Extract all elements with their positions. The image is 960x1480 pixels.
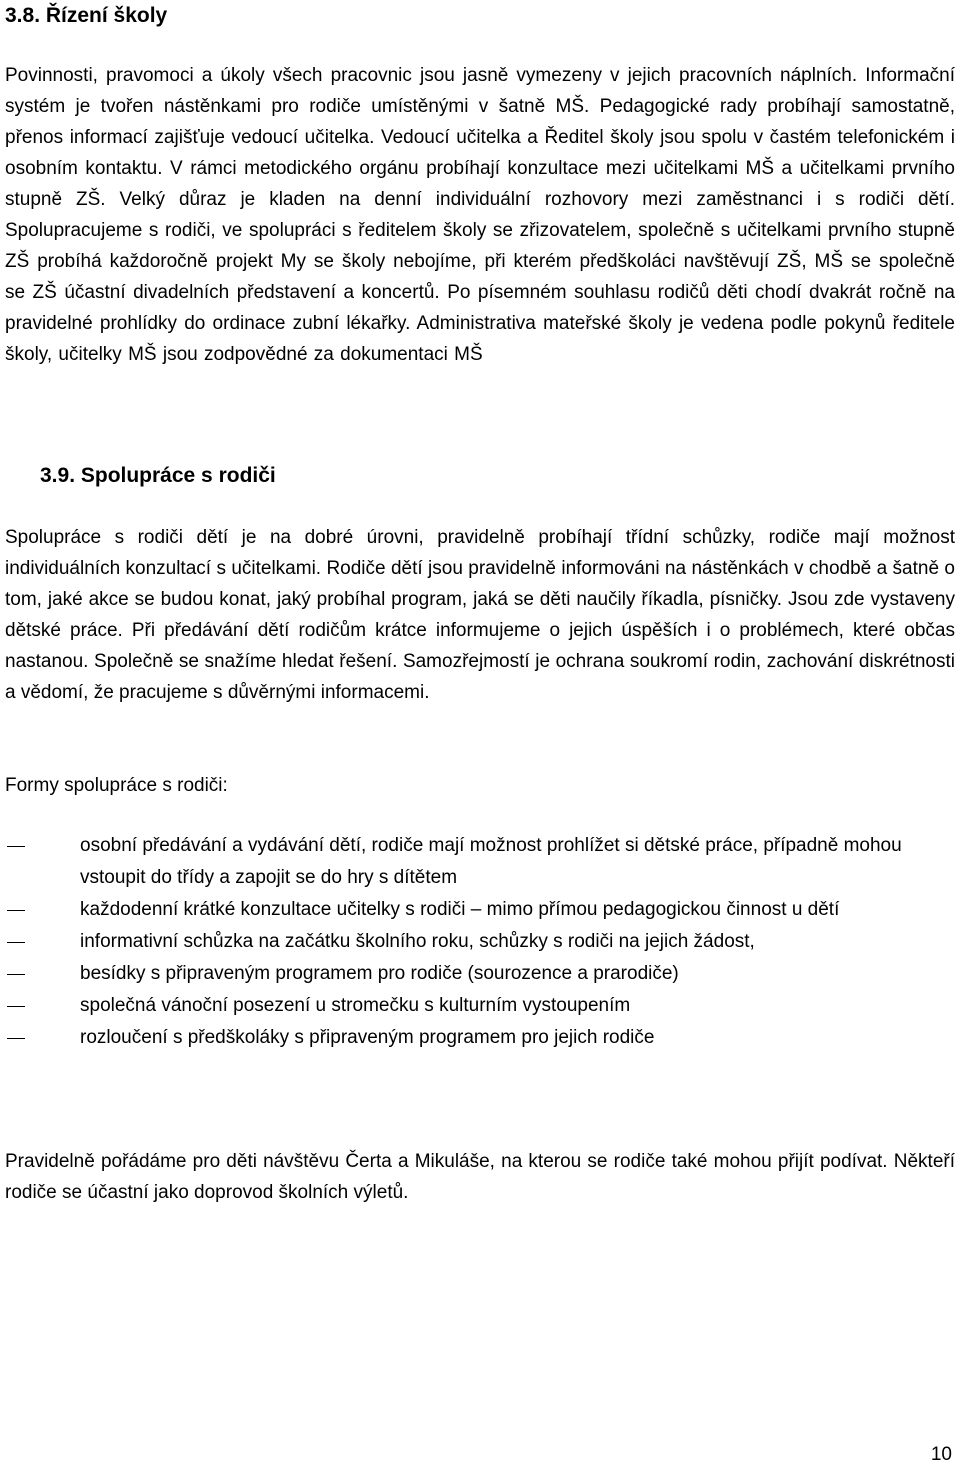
section-3-9-paragraph: Spolupráce s rodiči dětí je na dobré úrovni, pravidelně probíhají třídní schůzky, rodiče mají možnost individuálních konzultací s učitelkami. Rodiče dětí jsou pravidelně informováni na nástěnkách v chodbě a šatně o tom, jaké akce se budou konat, jaký probíhal program, jaká se děti naučily říkadla, písničky. Jsou zde vystaveny dětské práce. Při předávání dětí rodičům krátce informujeme o jejich úspěších i o problémech, které občas nastanou. Společně se snažíme hledat řešení. Samozřejmostí je ochrana soukromí rodin, zachování diskrétnosti a vědomí, že pracujeme s důvěrnými informacemi. xyxy=(5,527,955,703)
section-3-8-paragraph: Povinnosti, pravomoci a úkoly všech pracovnic jsou jasně vymezeny v jejich pracovních náplních. Informační systém je tvořen nástěnkami pro rodiče umístěnými v šatně MŠ. Pedagogické rady probíhají samostatně, přenos informací zajišťuje vedoucí učitelka. Vedoucí učitelka a Ředitel školy jsou spolu v častém telefonickém i osobním kontaktu. V rámci metodického orgánu probíhají konzultace mezi učitelkami MŠ a učitelkami prvního stupně ZŠ. Velký důraz je kladen na denní individuální rozhovory mezi zaměstnanci i s rodiči dětí. Spolupracujeme s rodiči, ve spolupráci s ředitelem školy se zřizovatelem, společně s učitelkami prvního stupně ZŠ probíhá každoročně projekt My se školy nebojíme, při kterém předškoláci navštěvují ZŠ, MŠ se společně se ZŠ účastní divadelních představení a koncertů. Po písemném souhlasu rodičů děti chodí dvakrát ročně na pravidelné prohlídky do ordinace zubní lékařky. Administrativa mateřské školy je vedena podle pokynů ředitele školy, učitelky MŠ jsou zodpovědné za dokumentaci MŠ xyxy=(5,65,955,365)
list-item-text: osobní předávání a vydávání dětí, rodiče mají možnost prohlížet si dětské práce, případně mohou vstoupit do třídy a zapojit se do hry s dítětem xyxy=(80,835,902,888)
section-heading-3-8: 3.8. Řízení školy xyxy=(5,4,168,27)
forms-list xyxy=(5,830,955,1054)
section-heading-3-9: 3.9. Spolupráce s rodiči xyxy=(40,464,276,487)
list-item-text: besídky s připraveným programem pro rodiče (sourozence a prarodiče) xyxy=(80,963,679,984)
list-item xyxy=(5,894,955,926)
closing-paragraph: Pravidelně pořádáme pro děti návštěvu Čerta a Mikuláše, na kterou se rodiče také mohou přijít podívat. Někteří rodiče se účastní jako doprovod školních výletů. xyxy=(5,1151,955,1203)
list-item xyxy=(5,926,955,958)
list-item-text: společná vánoční posezení u stromečku s kulturním vystoupením xyxy=(80,995,631,1016)
list-item-text: rozloučení s předškoláky s připraveným programem pro jejich rodiče xyxy=(80,1027,655,1048)
list-item xyxy=(5,990,955,1022)
page-number: 10 xyxy=(930,1444,952,1465)
list-item-text: každodenní krátké konzultace učitelky s rodiči – mimo přímou pedagogickou činnost u dětí xyxy=(80,899,840,920)
list-item xyxy=(5,830,955,894)
list-item xyxy=(5,958,955,990)
list-item-text: informativní schůzka na začátku školního roku, schůzky s rodiči na jejich žádost, xyxy=(80,931,755,952)
forms-intro: Formy spolupráce s rodiči: xyxy=(5,775,228,796)
list-item xyxy=(5,1022,955,1054)
